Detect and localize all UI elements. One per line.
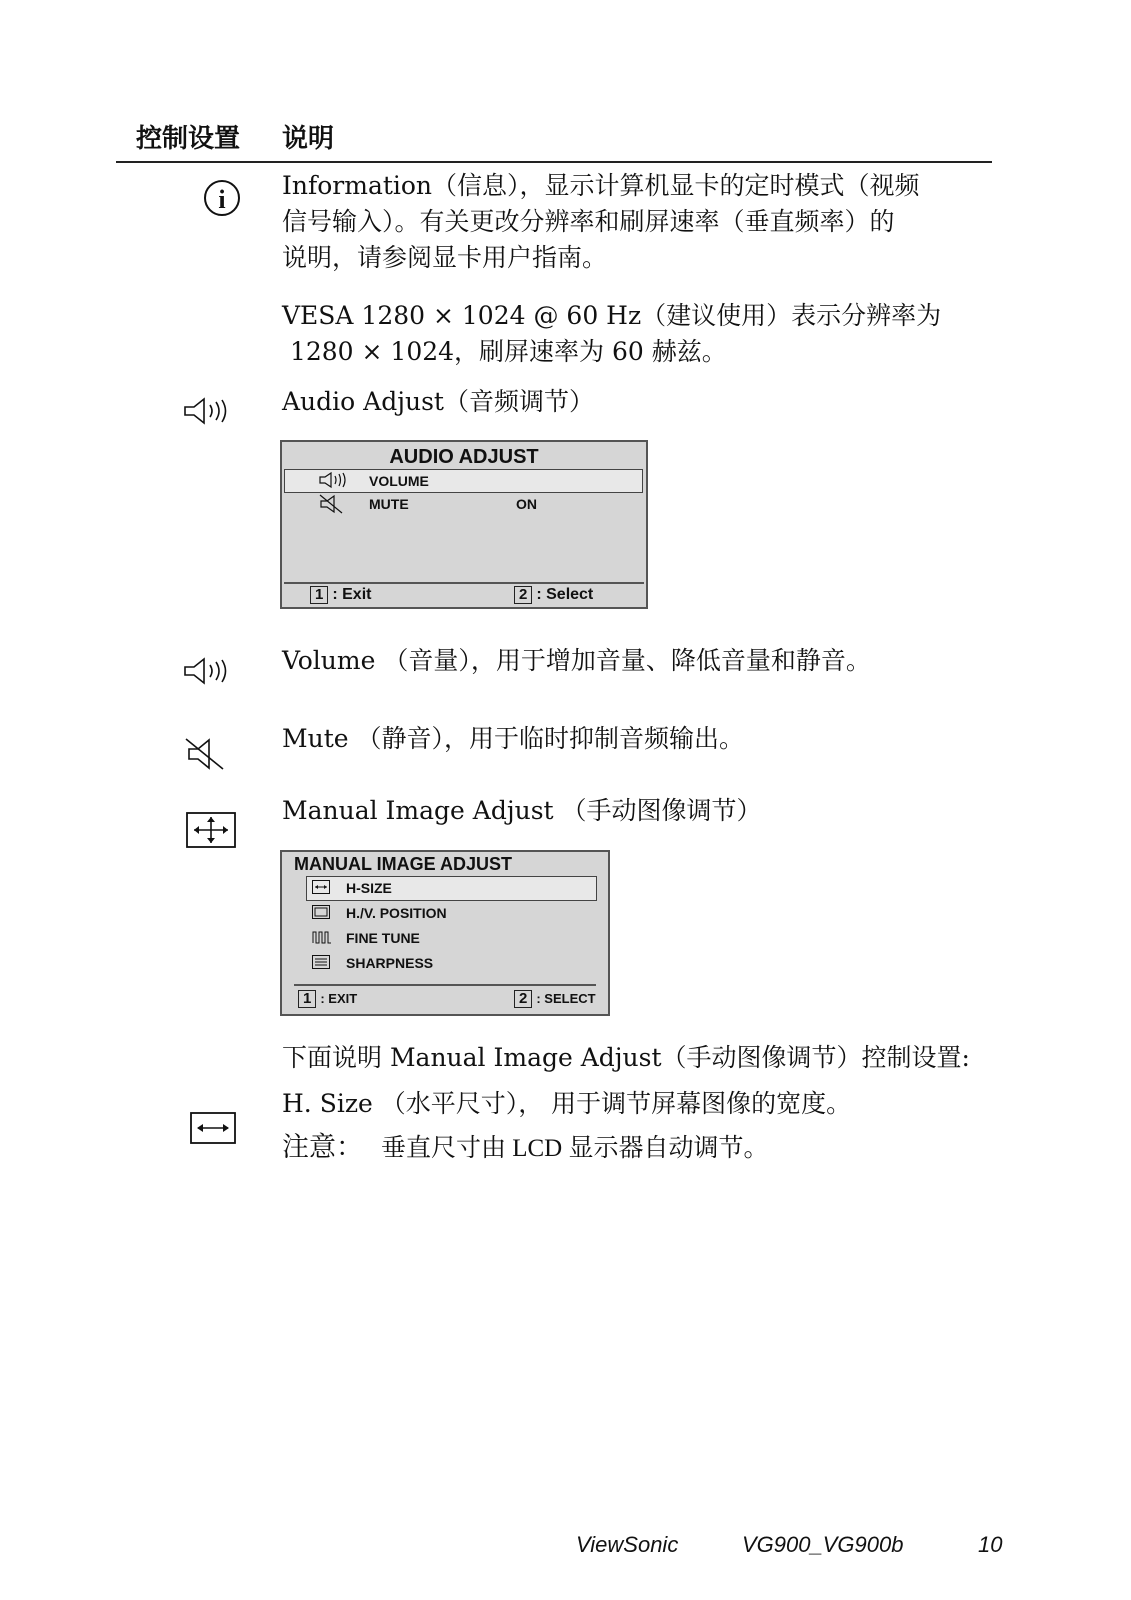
- vesa-description: [282, 298, 982, 370]
- vesa-line-1: VESA 1280 × 1024 @ 60 Hz（建议使用）表示分辨率为: [282, 301, 942, 330]
- osd-exit-key[interactable]: 1: [310, 586, 328, 604]
- info-line-3: 说明，请参阅显卡用户指南。: [282, 243, 608, 272]
- column-header-description: 说明: [282, 124, 335, 154]
- manual-image-adjust-osd: [280, 850, 610, 1016]
- osd-item-mute-value: ON: [516, 496, 537, 512]
- osd-exit-label: : Exit: [332, 586, 372, 603]
- fine-tune-icon: [312, 930, 332, 944]
- audio-adjust-osd: [280, 440, 648, 609]
- osd-item-mute[interactable]: MUTE: [369, 496, 409, 512]
- osd-exit-key[interactable]: 1: [298, 990, 316, 1008]
- osd-exit-hint: [298, 990, 357, 1008]
- mute-icon: [183, 736, 229, 772]
- osd-select-hint: [514, 586, 593, 604]
- osd-select-key[interactable]: 2: [514, 586, 532, 604]
- h-size-icon: [190, 1112, 236, 1144]
- osd-item-hv-position[interactable]: H./V. POSITION: [346, 905, 447, 921]
- osd-item-sharpness[interactable]: SHARPNESS: [346, 955, 434, 971]
- osd-footer-divider: [294, 984, 596, 986]
- footer-model: VG900_VG900b: [742, 1532, 904, 1557]
- h-size-description: H. Size （水平尺寸）， 用于调节屏幕图像的宽度。: [282, 1089, 852, 1118]
- osd-select-label: : Select: [536, 586, 594, 603]
- note-label: 注意：: [282, 1132, 363, 1163]
- osd-select-key[interactable]: 2: [514, 990, 532, 1008]
- osd-item-volume[interactable]: VOLUME: [369, 473, 429, 489]
- manual-image-adjust-heading: Manual Image Adjust （手动图像调节）: [282, 796, 762, 825]
- manual-controls-intro: 下面说明 Manual Image Adjust（手动图像调节）控制设置:: [282, 1043, 970, 1072]
- footer-page-number: 10: [978, 1532, 1003, 1557]
- sharpness-icon: [312, 955, 330, 969]
- osd-select-hint: [514, 990, 596, 1008]
- speaker-icon: [182, 656, 238, 686]
- header-divider: [116, 161, 992, 163]
- h-size-icon: [312, 880, 330, 894]
- mute-icon: [318, 493, 344, 515]
- osd-select-label: : SELECT: [536, 991, 596, 1006]
- note: [282, 1130, 1002, 1167]
- move-arrows-icon: [186, 812, 236, 848]
- volume-description: Volume （音量），用于增加音量、降低音量和静音。: [282, 646, 871, 675]
- osd-item-fine-tune[interactable]: FINE TUNE: [346, 930, 420, 946]
- footer-brand: ViewSonic: [576, 1532, 679, 1557]
- info-line-2: 信号输入）。有关更改分辨率和刷屏速率（垂直频率）的: [282, 207, 895, 236]
- mute-description: Mute （静音），用于临时抑制音频输出。: [282, 724, 744, 753]
- info-line-1: Information（信息），显示计算机显卡的定时模式（视频: [282, 171, 920, 200]
- osd-footer-divider: [284, 582, 644, 584]
- column-header-control: 控制设置: [136, 124, 241, 154]
- note-text: 垂直尺寸由 LCD 显示器自动调节。: [380, 1135, 769, 1162]
- osd-exit-hint: [310, 586, 371, 604]
- speaker-icon: [182, 396, 238, 426]
- osd-item-h-size[interactable]: H-SIZE: [346, 880, 392, 896]
- info-description: [282, 168, 982, 276]
- osd-title: AUDIO ADJUST: [389, 446, 539, 468]
- audio-adjust-heading: Audio Adjust（音频调节）: [282, 387, 594, 416]
- speaker-icon: [318, 471, 350, 489]
- info-icon: [202, 178, 242, 218]
- svg-text:i: i: [218, 185, 226, 214]
- hv-position-icon: [312, 905, 330, 919]
- vesa-line-2: 1280 × 1024，刷屏速率为 60 赫兹。: [282, 337, 727, 366]
- osd-title: MANUAL IMAGE ADJUST: [294, 854, 513, 874]
- osd-exit-label: : EXIT: [320, 991, 358, 1006]
